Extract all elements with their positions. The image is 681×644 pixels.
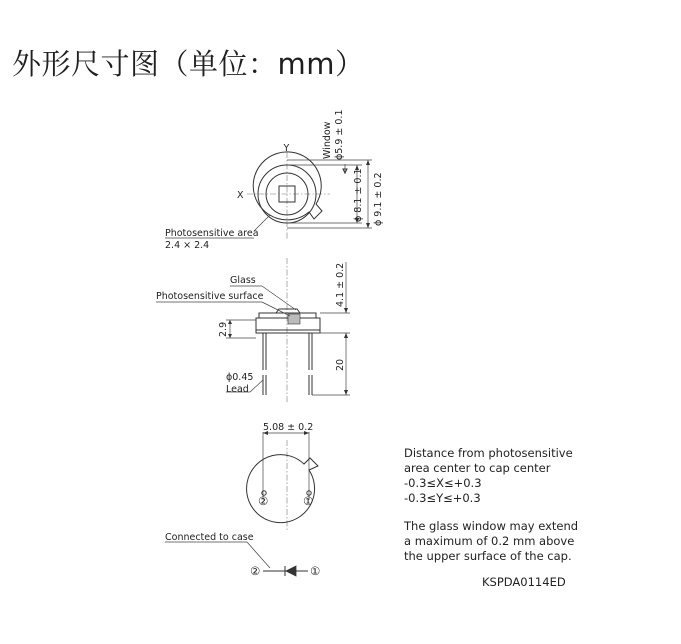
axis-y-label: Y [283, 143, 290, 154]
note-line-2: area center to cap center [404, 461, 551, 475]
drawing-code: KSPDA0114ED [482, 575, 566, 589]
bottom-flange-outline [247, 455, 318, 523]
schematic-pin-2: ② [250, 564, 261, 578]
dim-20-label: 20 [335, 358, 346, 371]
axis-x-label: X [237, 190, 244, 201]
dim-91-label: ϕ 9.1 ± 0.2 [373, 172, 384, 226]
glass-label: Glass [230, 275, 256, 286]
notes [403, 446, 578, 589]
page-title: 外形尺寸图（单位：mm） [12, 47, 365, 81]
note-line-6: a maximum of 0.2 mm above [404, 534, 575, 548]
dim-20-arrow-bottom [344, 390, 348, 395]
dim-41-arrow [344, 308, 348, 313]
top-view [165, 110, 384, 251]
schematic-pin-1: ① [310, 564, 321, 578]
pin-1-label: ① [303, 494, 314, 508]
photosensitive-chip [288, 314, 300, 324]
dim-41-label: 4.1 ± 0.2 [335, 262, 346, 307]
dim-20-arrow-top [344, 333, 348, 338]
diode-symbol [286, 566, 296, 576]
photosensitive-surface-label: Photosensitive surface [156, 291, 264, 302]
lead-label: Lead [226, 384, 249, 395]
window-label: Window [322, 121, 333, 159]
photosensitive-area-label: Photosensitive area [165, 228, 259, 239]
note-line-5: The glass window may extend [404, 519, 579, 533]
photosensitive-area-value: 2.4 × 2.4 [165, 240, 210, 251]
dim-91-arrow-bottom [366, 223, 370, 228]
note-line-4: -0.3≤Y≤+0.3 [404, 491, 481, 505]
dim-91-arrow-top [366, 160, 370, 165]
schematic [165, 532, 320, 578]
bottom-view [247, 422, 318, 530]
note-line-7: the upper surface of the cap. [404, 549, 572, 563]
dim-81-label: ϕ 8.1 ± 0.1 [353, 168, 364, 222]
note-line-1: Distance from photosensitive [404, 446, 573, 460]
glass-leader [262, 286, 296, 310]
dim-508-label: 5.08 ± 0.2 [263, 422, 314, 433]
window-dim-label: ϕ5.9 ± 0.1 [334, 109, 345, 160]
connected-to-case-label: Connected to case [165, 532, 254, 543]
lead-diameter-label: ϕ0.45 [226, 372, 254, 383]
dim-29-label: 2.9 [218, 321, 229, 337]
side-view [156, 258, 350, 402]
pin-2-label: ② [258, 494, 269, 508]
note-line-3: -0.3≤X≤+0.3 [404, 476, 482, 490]
cap-top [259, 313, 316, 318]
